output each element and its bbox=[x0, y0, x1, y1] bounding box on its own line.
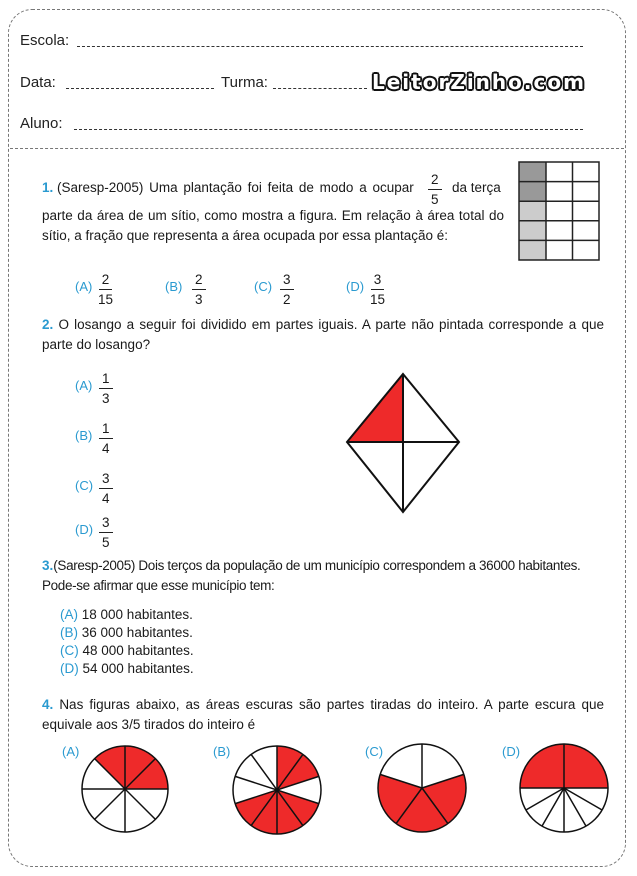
q3-body: (Saresp-2005) Dois terços da população de um município correspondem a 36000 habitantes. Pode-se afirmar que esse município tem: bbox=[42, 558, 581, 593]
q2-option-a-label[interactable]: (A) bbox=[75, 378, 93, 393]
q1-b-num: 2 bbox=[192, 272, 206, 290]
q2-option-c-fraction bbox=[99, 471, 113, 506]
q1-d-den: 15 bbox=[370, 292, 386, 307]
q2-option-b-label[interactable]: (B) bbox=[75, 428, 93, 443]
q1-d-num: 3 bbox=[371, 272, 385, 290]
q4-circle-d[interactable] bbox=[518, 742, 610, 834]
q3-c-label: (C) bbox=[60, 643, 79, 658]
q1-grid-figure bbox=[518, 161, 600, 262]
q3-a-text: 18 000 habitantes. bbox=[81, 607, 193, 622]
site-logo: LeitorZinho.com bbox=[372, 70, 586, 94]
q2-option-b-fraction bbox=[99, 421, 113, 456]
q3-c-text: 48 000 habitantes. bbox=[82, 643, 194, 658]
q3-d-text: 54 000 habitantes. bbox=[82, 661, 194, 676]
q3-option-a[interactable] bbox=[60, 606, 194, 624]
q4-body: Nas figuras abaixo, as áreas escuras são partes tiradas do inteiro. A parte escura que equivale aos 3/5 tirados do inteiro é bbox=[42, 697, 604, 732]
q3-a-label: (A) bbox=[60, 607, 78, 622]
q4-text bbox=[42, 695, 604, 735]
q1-a-den: 15 bbox=[98, 292, 114, 307]
data-label: Data: bbox=[20, 74, 56, 91]
q3-number: 3. bbox=[42, 558, 54, 573]
turma-field[interactable] bbox=[273, 88, 367, 89]
q1-text-c: parte da área de um sítio, como mostra a figura. Em relação à área total do sítio, a fração que representa a área ocupada por essa plantação é: bbox=[42, 208, 504, 243]
q3-options bbox=[60, 606, 194, 678]
q2-number: 2. bbox=[42, 317, 54, 332]
q1-inline-den: 5 bbox=[431, 192, 439, 207]
q1-option-b-fraction bbox=[192, 272, 206, 307]
q3-text bbox=[42, 556, 608, 596]
q1-option-c-fraction bbox=[280, 272, 294, 307]
q2-body: O losango a seguir foi dividido em partes iguais. A parte não pintada corresponde a que parte do losango? bbox=[42, 317, 604, 352]
escola-field[interactable] bbox=[77, 46, 583, 47]
grid-cell-light bbox=[519, 240, 546, 260]
q1-inline-fraction bbox=[428, 172, 442, 207]
data-field[interactable] bbox=[66, 88, 214, 89]
q3-b-text: 36 000 habitantes. bbox=[81, 625, 193, 640]
q1-line1 bbox=[42, 178, 414, 198]
grid-cell-dark bbox=[519, 182, 546, 202]
q1-b-den: 3 bbox=[195, 292, 203, 307]
circle-a-shaded-slice bbox=[95, 746, 125, 789]
q2-b-num: 1 bbox=[99, 421, 113, 439]
q2-option-c-label[interactable]: (C) bbox=[75, 478, 94, 493]
grid-cell-dark bbox=[519, 162, 546, 182]
q2-text bbox=[42, 315, 604, 355]
q1-option-a-label[interactable]: (A) bbox=[75, 279, 93, 294]
q2-option-d-fraction bbox=[99, 515, 113, 550]
q3-option-b[interactable] bbox=[60, 624, 194, 642]
q1-number: 1. bbox=[42, 180, 54, 195]
q2-b-den: 4 bbox=[102, 441, 110, 456]
q2-a-num: 1 bbox=[99, 371, 113, 389]
turma-label: Turma: bbox=[221, 74, 268, 91]
q4-circle-b[interactable] bbox=[231, 744, 323, 836]
header-divider bbox=[10, 148, 624, 149]
grid-cell-light bbox=[519, 221, 546, 241]
grid-cell-light bbox=[519, 201, 546, 221]
aluno-field[interactable] bbox=[74, 129, 583, 130]
escola-label: Escola: bbox=[20, 32, 70, 49]
aluno-label: Aluno: bbox=[20, 115, 63, 132]
q2-c-num: 3 bbox=[99, 471, 113, 489]
q2-c-den: 4 bbox=[102, 491, 110, 506]
q2-rhombus-figure bbox=[344, 372, 462, 516]
q4-circle-c[interactable] bbox=[376, 742, 468, 834]
q1-text-b: da terça bbox=[452, 180, 501, 195]
q4-option-d-label[interactable]: (D) bbox=[502, 744, 521, 759]
q4-option-c-label[interactable]: (C) bbox=[365, 744, 384, 759]
q4-number: 4. bbox=[42, 697, 54, 712]
q3-option-c[interactable] bbox=[60, 642, 194, 660]
q3-b-label: (B) bbox=[60, 625, 78, 640]
q4-option-b-label[interactable]: (B) bbox=[213, 744, 231, 759]
q1-c-num: 3 bbox=[280, 272, 294, 290]
q3-d-label: (D) bbox=[60, 661, 79, 676]
q1-text-a: (Saresp-2005) Uma plantação foi feita de modo a ocupar bbox=[57, 180, 414, 195]
q1-inline-num: 2 bbox=[428, 172, 442, 190]
q1-option-d-label[interactable]: (D) bbox=[346, 279, 365, 294]
q1-option-a-fraction bbox=[98, 272, 113, 307]
q2-option-a-fraction bbox=[99, 371, 113, 406]
q2-d-den: 5 bbox=[102, 535, 110, 550]
q1-option-d-fraction bbox=[370, 272, 385, 307]
q1-a-num: 2 bbox=[99, 272, 113, 290]
q3-option-d[interactable] bbox=[60, 660, 194, 678]
q4-option-a-label[interactable]: (A) bbox=[62, 744, 80, 759]
q1-option-b-label[interactable]: (B) bbox=[165, 279, 183, 294]
q1-option-c-label[interactable]: (C) bbox=[254, 279, 273, 294]
q2-option-d-label[interactable]: (D) bbox=[75, 522, 94, 537]
q2-d-num: 3 bbox=[99, 515, 113, 533]
q1-c-den: 2 bbox=[283, 292, 291, 307]
q2-a-den: 3 bbox=[102, 391, 110, 406]
q4-circle-a[interactable] bbox=[80, 744, 170, 834]
